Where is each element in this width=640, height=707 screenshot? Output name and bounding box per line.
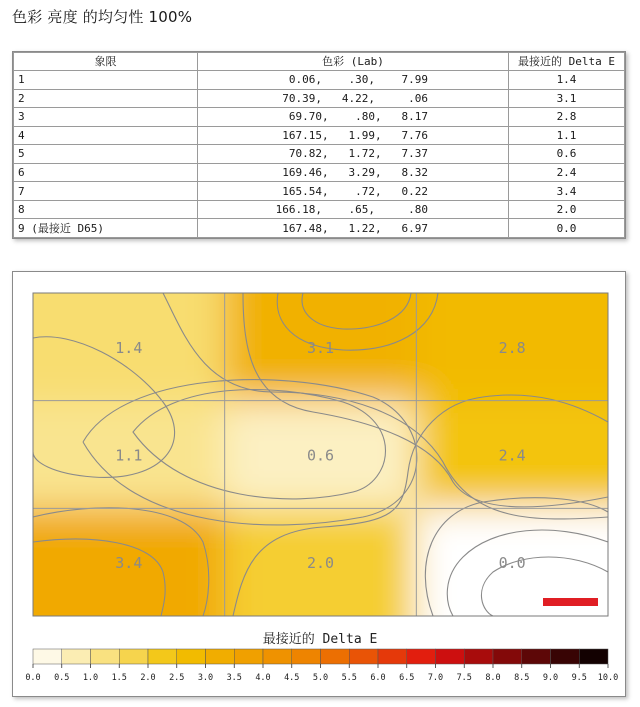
scale-tick-label: 9.0 [542,673,559,683]
delta-e-cell: 1.1 [509,126,625,145]
heatmap-fill [13,272,625,657]
scale-tick-label: 4.0 [255,673,271,683]
scale-swatch [177,649,206,664]
scale-tick-label: 10.0 [597,673,619,683]
scale-swatch [522,649,551,664]
table-row [14,219,625,238]
cell-value-label: 3.4 [115,554,143,573]
scale-swatch [579,649,608,664]
scale-tick-label: 8.5 [514,673,530,683]
scale-swatch [493,649,522,664]
scale-tick-label: 7.5 [456,673,472,683]
table-row [14,71,625,90]
quadrant-cell: 5 [14,145,198,164]
lab-cell: 169.46, 3.29, 8.32 [198,163,509,182]
lab-cell: 165.54, .72, 0.22 [198,182,509,201]
table-row [14,163,625,182]
scale-swatch [62,649,91,664]
lab-table [13,52,625,238]
scale-tick-label: 5.0 [312,673,329,683]
delta-e-cell: 3.4 [509,182,625,201]
table-row [14,200,625,219]
marker-bar [543,598,598,606]
heatmap-panel [12,271,626,697]
scale-tick-label: 2.0 [140,673,156,683]
scale-swatch [206,649,235,664]
scale-swatch [292,649,321,664]
cell-value-label: 0.6 [306,446,335,465]
scale-swatch [436,649,465,664]
scale-swatch [119,649,148,664]
quadrant-cell: 4 [14,126,198,145]
scale-tick-label: 1.0 [82,673,99,683]
scale-swatch [148,649,177,664]
header-quadrant: 象限 [14,53,198,71]
scale-swatch [378,649,407,664]
quadrant-cell: 8 [14,200,198,219]
delta-e-cell: 1.4 [509,71,625,90]
cell-value-label: 2.4 [498,446,526,465]
header-delta-e: 最接近的 Delta E [509,53,625,71]
heatmap-chart [13,272,625,696]
table-row [14,145,625,164]
scale-tick-label: 2.5 [169,673,185,683]
scale-swatch [407,649,436,664]
delta-e-cell: 2.8 [509,108,625,127]
lab-cell: 69.70, .80, 8.17 [198,108,509,127]
scale-tick-label: 6.0 [370,673,386,683]
color-table [12,51,626,239]
scale-tick-label: 3.5 [226,673,242,683]
lab-cell: 0.06, .30, 7.99 [198,71,509,90]
lab-cell: 70.82, 1.72, 7.37 [198,145,509,164]
scale-tick-label: 8.0 [485,673,501,683]
scale-swatch [321,649,350,664]
scale-tick-label: 5.5 [341,673,357,683]
lab-cell: 70.39, 4.22, .06 [198,89,509,108]
quadrant-cell: 1 [14,71,198,90]
cell-value-label: 0.0 [498,554,526,573]
scale-swatch [464,649,493,664]
heatmap-cell [416,508,625,657]
heatmap-cell [225,272,418,402]
delta-e-cell: 3.1 [509,89,625,108]
quadrant-cell: 6 [14,163,198,182]
scale-tick-label: 4.5 [284,673,300,683]
delta-e-cell: 0.0 [509,219,625,238]
lab-cell: 167.15, 1.99, 7.76 [198,126,509,145]
page-title: 色彩 亮度 的均匀性 100% [12,8,193,26]
delta-e-cell: 2.0 [509,200,625,219]
cell-value-label: 1.4 [115,338,143,357]
scale-tick-label: 3.0 [197,673,214,683]
scale-tick-label: 0.0 [25,673,41,683]
quadrant-cell: 3 [14,108,198,127]
scale-tick-label: 6.5 [399,673,415,683]
table-header-row [14,53,625,71]
scale-tick-label: 9.5 [571,673,587,683]
scale-swatch [263,649,292,664]
scale-title: 最接近的 Delta E [262,632,378,647]
scale-tick-label: 0.5 [54,673,70,683]
table-row [14,89,625,108]
scale-swatch [234,649,263,664]
header-lab: 色彩 (Lab) [198,53,509,71]
cell-value-label: 1.1 [115,446,143,465]
cell-value-label: 2.8 [498,338,526,357]
table-row [14,108,625,127]
heatmap-cell [416,272,625,402]
scale-swatch [349,649,378,664]
quadrant-cell: 9 (最接近 D65) [14,219,198,238]
lab-cell: 166.18, .65, .80 [198,200,509,219]
quadrant-cell: 2 [14,89,198,108]
heatmap-cell [13,508,226,657]
scale-swatch [33,649,62,664]
table-row [14,182,625,201]
scale-swatch [91,649,120,664]
quadrant-cell: 7 [14,182,198,201]
scale-tick-label: 7.0 [427,673,444,683]
delta-e-cell: 0.6 [509,145,625,164]
delta-e-cell: 2.4 [509,163,625,182]
table-row [14,126,625,145]
scale-tick-label: 1.5 [111,673,127,683]
lab-cell: 167.48, 1.22, 6.97 [198,219,509,238]
cell-value-label: 3.1 [306,338,335,357]
cell-value-label: 2.0 [306,554,335,573]
scale-swatch [551,649,580,664]
